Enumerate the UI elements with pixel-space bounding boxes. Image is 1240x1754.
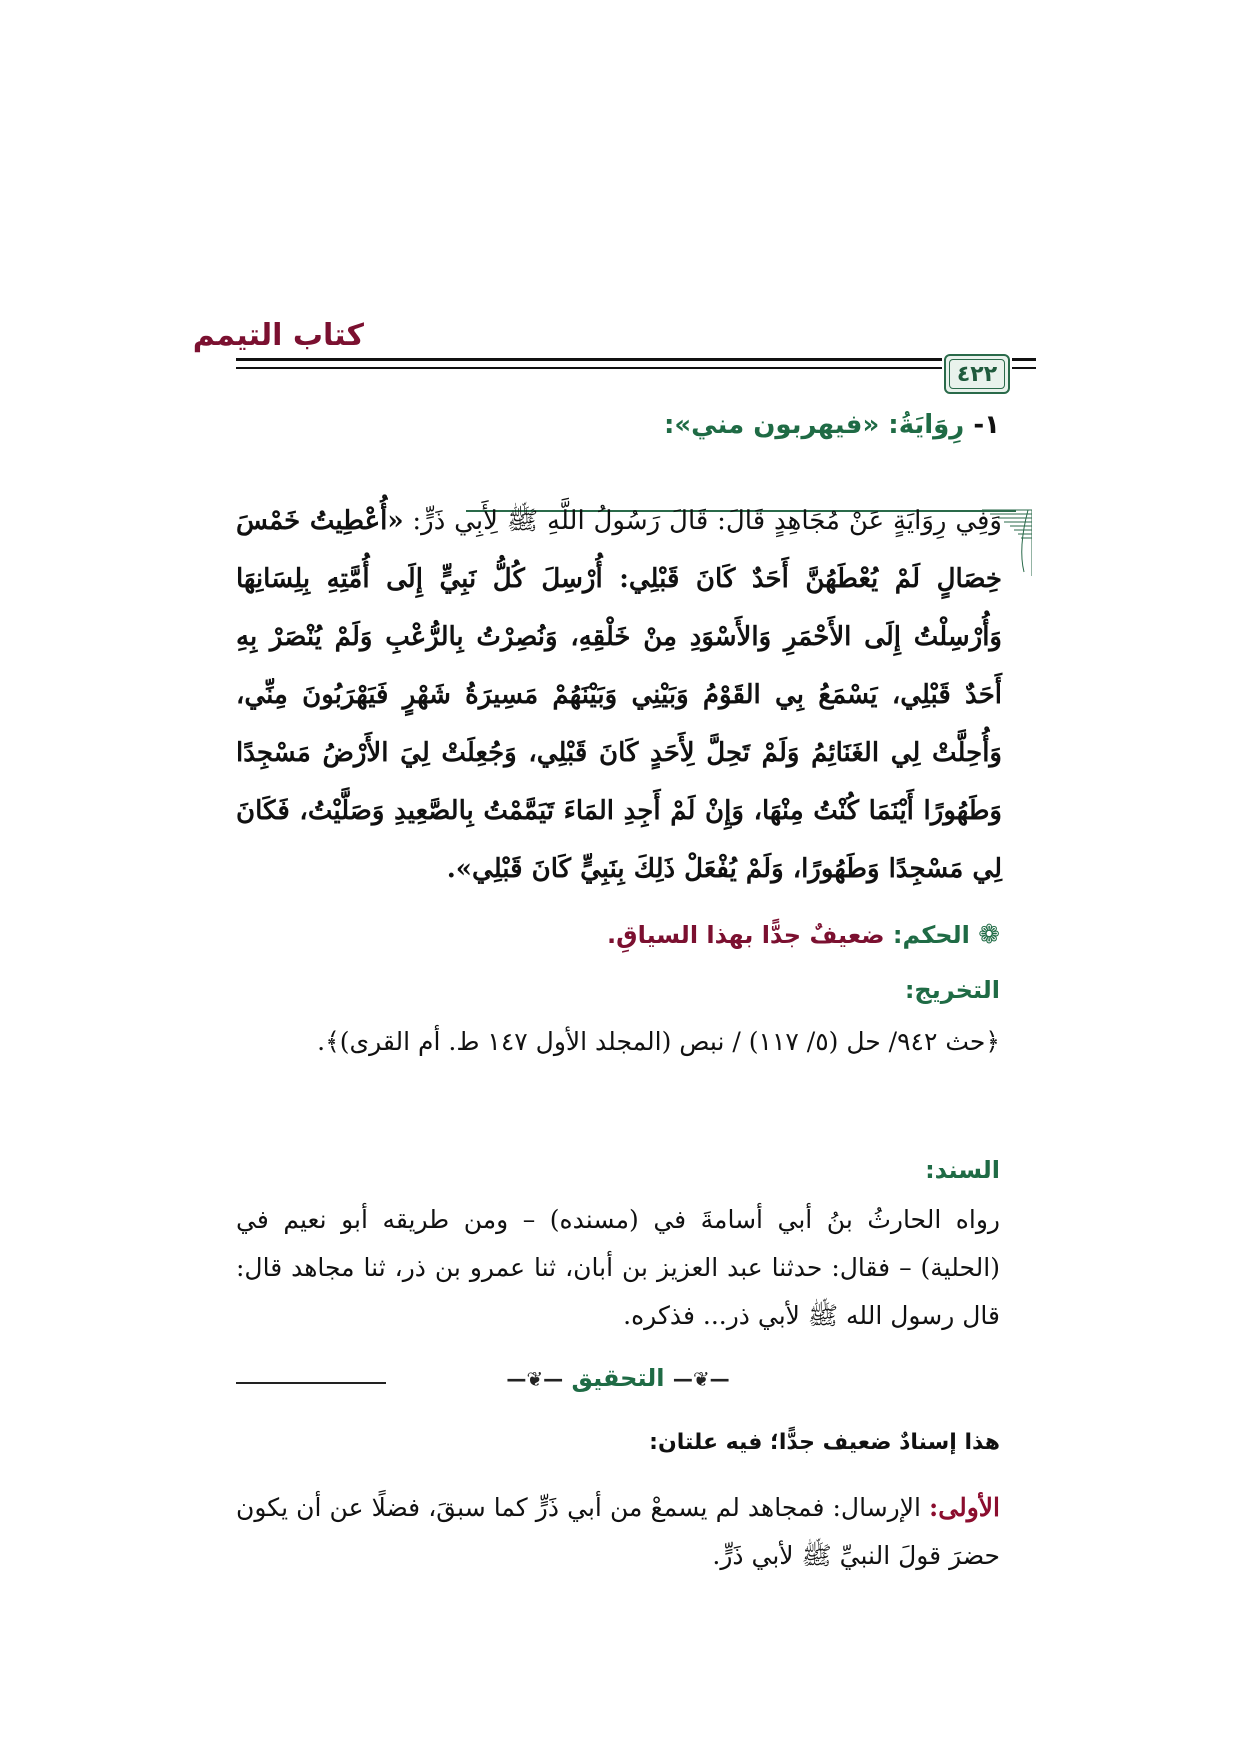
tahqiq-label: التحقيق: [571, 1364, 665, 1392]
hadith-text: [236, 492, 1002, 898]
ruling-label: الحكم:: [892, 921, 970, 949]
section-title: رِوَايَةُ: «فيهربون مني»:: [663, 410, 965, 440]
section-heading: [664, 410, 1000, 440]
flower-ornament-icon: ❁: [978, 920, 1000, 950]
first-reason-text: الإرسال: فمجاهد لم يسمعْ من أبي ذَرٍّ كما سبقَ، فضلًا عن أن يكون حضرَ قولَ النبيِّ ﷺ لأبي ذَرٍّ.: [236, 1493, 1000, 1570]
tahqiq-heading: [236, 1364, 1000, 1392]
tahqiq-divider: [236, 1364, 1000, 1400]
ornament-left-icon: —❦—: [506, 1367, 564, 1391]
hadith-box: [236, 478, 1016, 908]
hadith-body: «أُعْطِيتُ خَمْسَ خِصَالٍ لَمْ يُعْطَهُنَّ أَحَدٌ كَانَ قَبْلِي: أُرْسِلَ كُلُّ نَبِيٍّ إِلَى أُمَّتِهِ بِلِسَانِهَا وَأُرْسِلْتُ إِلَى الأَحْمَرِ وَالأَسْوَدِ مِنْ خَلْقِهِ، وَنُصِرْتُ بِالرُّعْبِ وَلَمْ يُنْصَرْ بِهِ أَحَدٌ قَبْلِي، يَسْمَعُ بِي القَوْمُ وَبَيْنِي وَبَيْنَهُمْ مَسِيرَةُ شَهْرٍ فَيَهْرَبُونَ مِنِّي، وَأُحِلَّتْ لِي الغَنَائِمُ وَلَمْ تَحِلَّ لِأَحَدٍ كَانَ قَبْلِي، وَجُعِلَتْ لِيَ الأَرْضُ مَسْجِدًا وَطَهُورًا أَيْنَمَا كُنْتُ مِنْهَا، وَإِنْ لَمْ أَجِدِ المَاءَ تَيَمَّمْتُ بِالصَّعِيدِ وَصَلَّيْتُ، فَكَانَ لِي مَسْجِدًا وَطَهُورًا، وَلَمْ يُفْعَلْ ذَلِكَ بِنَبِيٍّ كَانَ قَبْلِي».: [236, 506, 1002, 884]
header-rule-right-bottom: [1012, 367, 1036, 369]
header-rule-top: [236, 358, 942, 361]
hadith-intro: وَفِي رِوَايَةٍ عَنْ مُجَاهِدٍ قَالَ: قَالَ رَسُولُ اللَّهِ ﷺ لِأَبِي ذَرٍّ:: [403, 506, 1002, 536]
sanad-text: رواه الحارثُ بنُ أبي أسامةَ في (مسنده) – ومن طريقه أبو نعيم في (الحلية) – فقال: حدثنا عبد العزيز بن أبان، ثنا عمرو بن ذر، ثنا مجاهد قال: قال رسول الله ﷺ لأبي ذر... فذكره.: [236, 1205, 1000, 1330]
ornament-right-icon: —❦—: [672, 1367, 730, 1391]
header-rule-right-top: [1012, 358, 1036, 361]
takhrij-label: التخريج:: [904, 976, 1000, 1004]
first-reason-label: الأولى:: [929, 1493, 1000, 1522]
page-number: [944, 354, 1010, 394]
takhrij-text: ﴿حث ٩٤٢/ حل (٥/ ١١٧) / نبص (المجلد الأول ١٤٧ ط. أم القرى)﴾.: [317, 1027, 1000, 1056]
sanad-label: السند:: [925, 1156, 1000, 1184]
page-number-text: ٤٢٢: [956, 361, 998, 387]
first-reason: [236, 1484, 1000, 1580]
header-rule-bottom: [236, 367, 942, 369]
ruling-value: ضعيفٌ جدًّا بهذا السياقِ.: [607, 921, 885, 949]
isnad-statement: هذا إسنادٌ ضعيف جدًّا؛ فيه علتان:: [649, 1430, 1000, 1455]
book-title: كتاب التيمم: [192, 318, 364, 353]
section-number: ١-: [973, 410, 1000, 440]
ruling: [607, 920, 1000, 950]
